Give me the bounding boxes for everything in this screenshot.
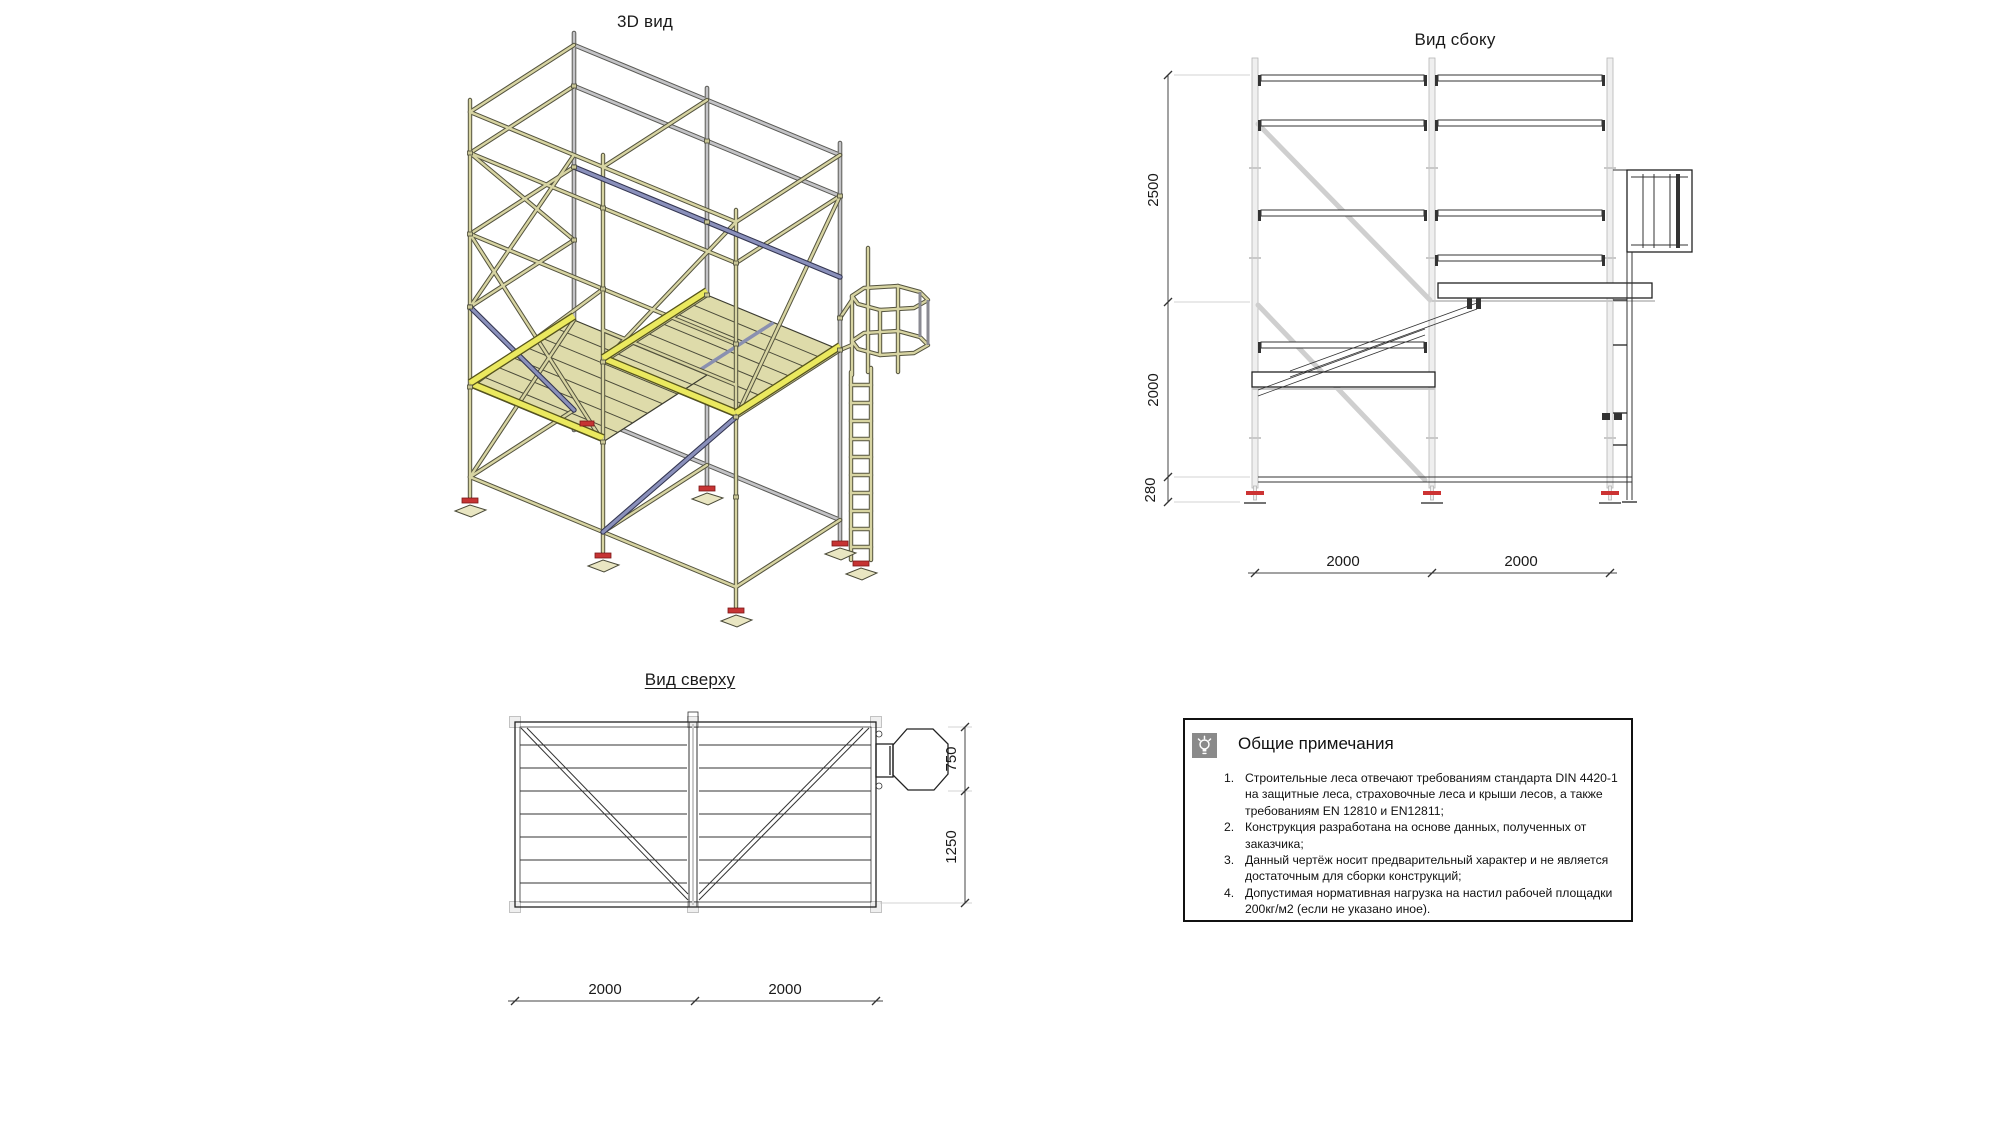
top-planks <box>520 745 871 883</box>
note-item-2: 2. Конструкция разработана на основе данных, полученных от заказчика; <box>1224 820 1587 851</box>
top-dim-bay2: 2000 <box>768 981 802 998</box>
side-dim-2500: 2500 <box>1145 173 1162 207</box>
top-view-title: Вид сверху <box>644 670 736 689</box>
side-base-jacks <box>1244 486 1621 503</box>
note-item-3: 3. Данный чертёж носит предварительный характер и не является достаточным для сборки конструкций; <box>1224 853 1609 884</box>
rosette-collars <box>468 84 843 499</box>
side-guardrails <box>1258 75 1632 482</box>
top-ladder-cage-octagon <box>876 729 948 790</box>
3d-view-drawing <box>455 33 928 627</box>
note-item-4: 4. Допустимая нормативная нагрузка на настил рабочей площадки 200кг/м2 (если не указано иное). <box>1224 885 1613 917</box>
top-dim-1250: 1250 <box>943 830 960 864</box>
lightbulb-icon <box>1192 733 1217 758</box>
side-diagonal-braces <box>1258 124 1430 480</box>
side-view-title: Вид сбоку <box>1414 30 1496 49</box>
notes-list <box>1224 770 1620 918</box>
side-horizontal-dimension <box>1248 553 1617 577</box>
side-platforms <box>1252 283 1655 389</box>
side-dim-280: 280 <box>1142 477 1159 503</box>
base-jacks-3d <box>455 421 877 627</box>
note-item-1: 1. Строительные леса отвечают требованиям стандарта DIN 4420-1 на защитные леса, страховочные леса и крыши лесов, а также требованиям EN 12810 и EN12811; <box>1224 771 1618 818</box>
top-bottom-dimension <box>508 981 883 1005</box>
general-notes-box <box>1183 718 1633 922</box>
3d-view-title: 3D вид <box>616 12 674 31</box>
side-vertical-dimension <box>1142 71 1250 506</box>
top-dim-bay1: 2000 <box>588 981 622 998</box>
side-dim-bay1: 2000 <box>1326 553 1360 570</box>
side-view-drawing <box>1142 58 1692 577</box>
top-right-dimension <box>880 723 972 907</box>
side-dim-2000v: 2000 <box>1145 373 1162 407</box>
side-dim-bay2: 2000 <box>1504 553 1538 570</box>
side-ladder-bracket <box>1602 170 1692 502</box>
notes-title: Общие примечания <box>1238 734 1394 753</box>
top-frame <box>510 712 882 913</box>
top-view-drawing <box>508 712 972 1005</box>
top-dim-750: 750 <box>943 746 960 772</box>
caged-ladder <box>840 248 928 560</box>
